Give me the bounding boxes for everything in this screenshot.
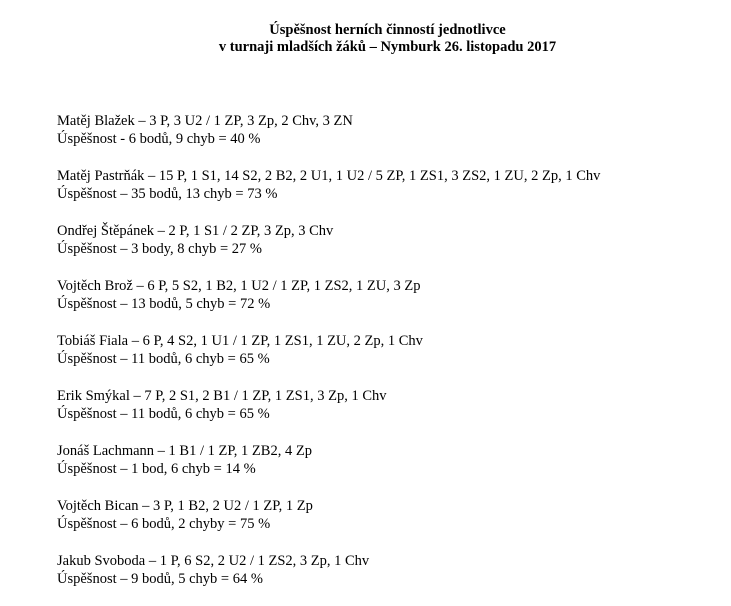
- player-success-rate: Úspěšnost – 1 bod, 6 chyb = 14 %: [57, 461, 256, 477]
- player-success-rate: Úspěšnost – 35 bodů, 13 chyb = 73 %: [57, 186, 278, 202]
- player-success-rate: Úspěšnost – 13 bodů, 5 chyb = 72 %: [57, 296, 271, 312]
- player-stats: Ondřej Štěpánek – 2 P, 1 S1 / 2 ZP, 3 Zp, 3 Chv: [57, 223, 334, 239]
- document-title-line-2: v turnaji mladších žáků – Nymburk 26. listopadu 2017: [218, 39, 557, 55]
- player-stats: Matěj Blažek – 3 P, 3 U2 / 1 ZP, 3 Zp, 2 Chv, 3 ZN: [57, 113, 353, 129]
- player-stats: Vojtěch Bican – 3 P, 1 B2, 2 U2 / 1 ZP, 1 Zp: [57, 498, 313, 514]
- player-stats: Vojtěch Brož – 6 P, 5 S2, 1 B2, 1 U2 / 1 ZP, 1 ZS2, 1 ZU, 3 Zp: [57, 278, 421, 294]
- player-entry: [57, 497, 717, 533]
- player-success-rate: Úspěšnost – 11 bodů, 6 chyb = 65 %: [57, 351, 270, 367]
- player-entry: [57, 332, 717, 368]
- player-entry: [57, 112, 717, 148]
- player-entry: [57, 387, 717, 423]
- player-success-rate: Úspěšnost – 11 bodů, 6 chyb = 65 %: [57, 406, 270, 422]
- player-success-rate: Úspěšnost – 3 body, 8 chyb = 27 %: [57, 241, 262, 257]
- player-success-rate: Úspěšnost – 9 bodů, 5 chyb = 64 %: [57, 571, 263, 587]
- player-entry: [57, 167, 717, 203]
- player-entry: [57, 277, 717, 313]
- player-stats: Jonáš Lachmann – 1 B1 / 1 ZP, 1 ZB2, 4 Zp: [57, 443, 312, 459]
- player-stats: Jakub Svoboda – 1 P, 6 S2, 2 U2 / 1 ZS2, 3 Zp, 1 Chv: [57, 553, 370, 569]
- document-title-line-1: Úspěšnost herních činností jednotlivce: [269, 22, 506, 38]
- player-entry: [57, 222, 717, 258]
- player-entry: [57, 552, 717, 588]
- player-stats: Matěj Pastrňák – 15 P, 1 S1, 14 S2, 2 B2, 2 U1, 1 U2 / 5 ZP, 1 ZS1, 3 ZS2, 1 ZU, 2 Zp, 1 Chv: [57, 168, 601, 184]
- player-stats: Tobiáš Fiala – 6 P, 4 S2, 1 U1 / 1 ZP, 1 ZS1, 1 ZU, 2 Zp, 1 Chv: [57, 333, 423, 349]
- player-success-rate: Úspěšnost - 6 bodů, 9 chyb = 40 %: [57, 131, 261, 147]
- player-stats: Erik Smýkal – 7 P, 2 S1, 2 B1 / 1 ZP, 1 ZS1, 3 Zp, 1 Chv: [57, 388, 387, 404]
- player-entry: [57, 442, 717, 478]
- player-success-rate: Úspěšnost – 6 bodů, 2 chyby = 75 %: [57, 516, 271, 532]
